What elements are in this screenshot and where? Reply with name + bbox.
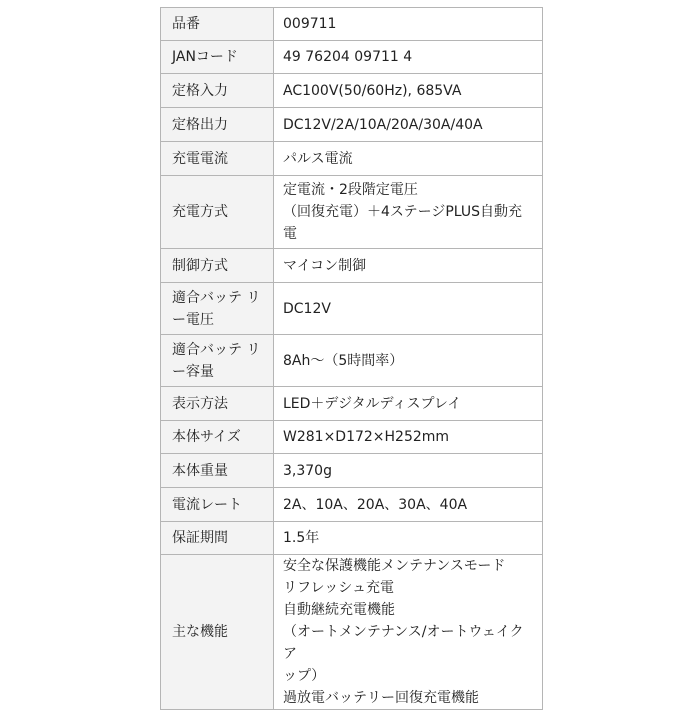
spec-label: 定格出力	[161, 108, 274, 142]
spec-label-line: リー電圧	[172, 289, 261, 328]
spec-label: 定格入力	[161, 74, 274, 108]
spec-label: 品番	[161, 8, 274, 41]
spec-value: DC12V/2A/10A/20A/30A/40A	[274, 108, 543, 142]
spec-label-line: 適合バッテ	[172, 341, 242, 358]
table-row	[161, 522, 543, 555]
spec-value-line: 電	[283, 226, 297, 242]
spec-label: 保証期間	[161, 522, 274, 555]
spec-value-line: 過放電バッテリー回復充電機能	[283, 690, 479, 706]
spec-value: DC12V	[274, 283, 543, 335]
spec-value-line: 安全な保護機能メンテナンスモード	[283, 558, 506, 574]
spec-value: 8Ah～（5時間率）	[274, 335, 543, 387]
spec-value: 2A、10A、20A、30A、40A	[274, 488, 543, 522]
spec-value-line: （回復充電）＋4ステージPLUS自動充	[283, 204, 523, 220]
table-row	[161, 8, 543, 41]
table-row	[161, 41, 543, 74]
table-row	[161, 142, 543, 176]
spec-value-line: 定電流・2段階定電圧	[283, 182, 418, 198]
spec-label: JANコード	[161, 41, 274, 74]
spec-label: 制御方式	[161, 249, 274, 283]
table-row	[161, 555, 543, 710]
spec-label: 本体サイズ	[161, 421, 274, 454]
spec-value-line: （オートメンテナンス/オートウェイクア	[283, 624, 524, 662]
spec-label: 充電電流	[161, 142, 274, 176]
spec-value: 3,370g	[274, 454, 543, 488]
spec-value: LED＋デジタルディスプレイ	[274, 387, 543, 421]
spec-label-line: 適合バッテ	[172, 289, 242, 306]
spec-label	[161, 335, 274, 387]
spec-label-line: リー容量	[172, 341, 261, 380]
spec-label: 充電方式	[161, 176, 274, 249]
table-row	[161, 176, 543, 249]
spec-value-line: ップ）	[283, 668, 326, 684]
spec-value-line: 自動継続充電機能	[283, 602, 395, 618]
spec-value: AC100V(50/60Hz), 685VA	[274, 74, 543, 108]
spec-label: 表示方法	[161, 387, 274, 421]
table-row	[161, 421, 543, 454]
spec-value	[274, 176, 543, 249]
spec-label: 主な機能	[161, 555, 274, 710]
table-row	[161, 108, 543, 142]
spec-value: 009711	[274, 8, 543, 41]
spec-value: 49 76204 09711 4	[274, 41, 543, 74]
table-row	[161, 249, 543, 283]
spec-label: 電流レート	[161, 488, 274, 522]
spec-value: W281×D172×H252mm	[274, 421, 543, 454]
table-row	[161, 387, 543, 421]
table-row	[161, 335, 543, 387]
spec-label: 本体重量	[161, 454, 274, 488]
table-row	[161, 74, 543, 108]
spec-value-line: リフレッシュ充電	[283, 580, 395, 596]
spec-value: パルス電流	[274, 142, 543, 176]
table-row	[161, 283, 543, 335]
table-row	[161, 454, 543, 488]
spec-table	[160, 7, 543, 710]
spec-value: マイコン制御	[274, 249, 543, 283]
spec-value: 1.5年	[274, 522, 543, 555]
spec-label	[161, 283, 274, 335]
spec-value	[274, 555, 543, 710]
table-row	[161, 488, 543, 522]
